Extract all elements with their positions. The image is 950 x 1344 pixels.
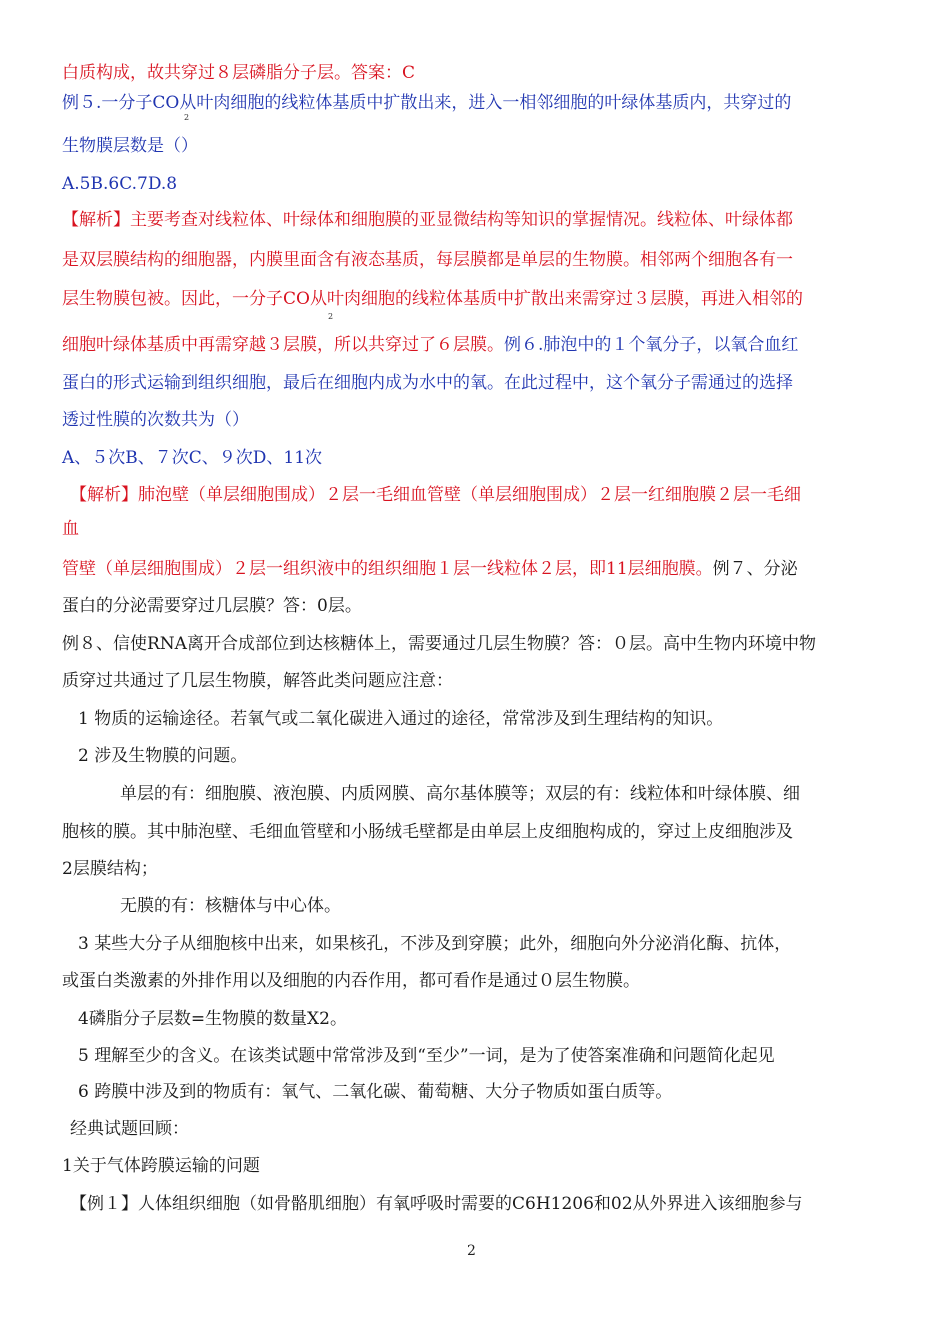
text-line: 是双层膜结构的细胞器，内膜里面含有液态基质，每层膜都是单层的生物膜。相邻两个细胞各有一 <box>62 250 793 270</box>
text-line: 单层的有：细胞膜、液泡膜、内质网膜、高尔基体膜等；双层的有：线粒体和叶绿体膜、细 <box>120 784 800 804</box>
text-line: 例８、信使RNA离开合成部位到达核糖体上，需要通过几层生物膜？答：０层。高中生物内环境中物 <box>62 634 816 654</box>
text-line: A.5B.6C.7D.8 <box>62 174 178 194</box>
text-line: 【例１】人体组织细胞（如骨骼肌细胞）有氧呼吸时需要的C6H1206和02从外界进入该细胞参与 <box>70 1194 803 1214</box>
text-line: 1关于气体跨膜运输的问题 <box>62 1156 260 1176</box>
text-line: 生物膜层数是（） <box>62 136 198 156</box>
text-line: 层生物膜包被。因此，一分子CO从叶肉细胞的线粒体基质中扩散出来需穿过３层膜，再进入相邻的 <box>62 289 803 309</box>
text-line: 2层膜结构； <box>62 859 158 879</box>
text-line: 白质构成，故共穿过８层磷脂分子层。答案：C <box>62 63 416 83</box>
text-fragment: 管壁（单层细胞围成）２层一组织液中的组织细胞１层一线粒体２层，即11层细胞膜。 <box>62 559 713 579</box>
text-line: 1 物质的运输途径。若氧气或二氧化碳进入通过的途径，常常涉及到生理结构的知识。 <box>78 709 724 729</box>
text-line: 例５.一分子CO从叶肉细胞的线粒体基质中扩散出来，进入一相邻细胞的叶绿体基质内，共穿过的 <box>62 93 792 113</box>
text-fragment: 例６.肺泡中的１个氧分子，以氧合血红 <box>504 335 799 355</box>
text-line: A、５次B、７次C、９次D、11次 <box>62 448 323 468</box>
text-line: 【解析】主要考查对线粒体、叶绿体和细胞膜的亚显微结构等知识的掌握情况。线粒体、叶绿体都 <box>62 210 793 230</box>
text-line: 蛋白的分泌需要穿过几层膜？答：0层。 <box>62 596 362 616</box>
text-line: 经典试题回顾： <box>70 1119 189 1139</box>
text-line: 5 理解至少的含义。在该类试题中常常涉及到“至少”一词，是为了使答案准确和问题简化起见 <box>78 1046 775 1066</box>
subscript: 2 <box>184 113 190 122</box>
text-line: 2 涉及生物膜的问题。 <box>78 746 248 766</box>
text-line: 胞核的膜。其中肺泡壁、毛细血管壁和小肠绒毛壁都是由单层上皮细胞构成的，穿过上皮细胞涉及 <box>62 822 793 842</box>
text-line: 蛋白的形式运输到组织细胞，最后在细胞内成为水中的氧。在此过程中，这个氧分子需通过的选择 <box>62 373 793 393</box>
text-line: 6 跨膜中涉及到的物质有：氧气、二氧化碳、葡萄糖、大分子物质如蛋白质等。 <box>78 1082 673 1102</box>
text-line <box>62 558 798 580</box>
text-line: 血 <box>62 519 79 539</box>
text-line: 或蛋白类激素的外排作用以及细胞的内吞作用，都可看作是通过０层生物膜。 <box>62 971 640 991</box>
text-line: 无膜的有：核糖体与中心体。 <box>120 896 341 916</box>
text-line: 4磷脂分子层数=生物膜的数量X2。 <box>78 1009 347 1029</box>
text-line: 【解析】肺泡壁（单层细胞围成）２层一毛细血管壁（单层细胞围成）２层一红细胞膜２层一毛细 <box>70 485 801 505</box>
subscript: 2 <box>328 312 334 321</box>
text-line: 透过性膜的次数共为（） <box>62 410 249 430</box>
page-number: 2 <box>467 1243 476 1259</box>
text-fragment: 细胞叶绿体基质中再需穿越３层膜，所以共穿过了６层膜。 <box>62 335 504 355</box>
text-line <box>62 334 798 356</box>
text-line: 质穿过共通过了几层生物膜，解答此类问题应注意： <box>62 671 453 691</box>
text-fragment: 例７、分泌 <box>712 559 798 579</box>
text-line: 3 某些大分子从细胞核中出来，如果核孔，不涉及到穿膜；此外，细胞向外分泌消化酶、抗体， <box>78 934 792 954</box>
